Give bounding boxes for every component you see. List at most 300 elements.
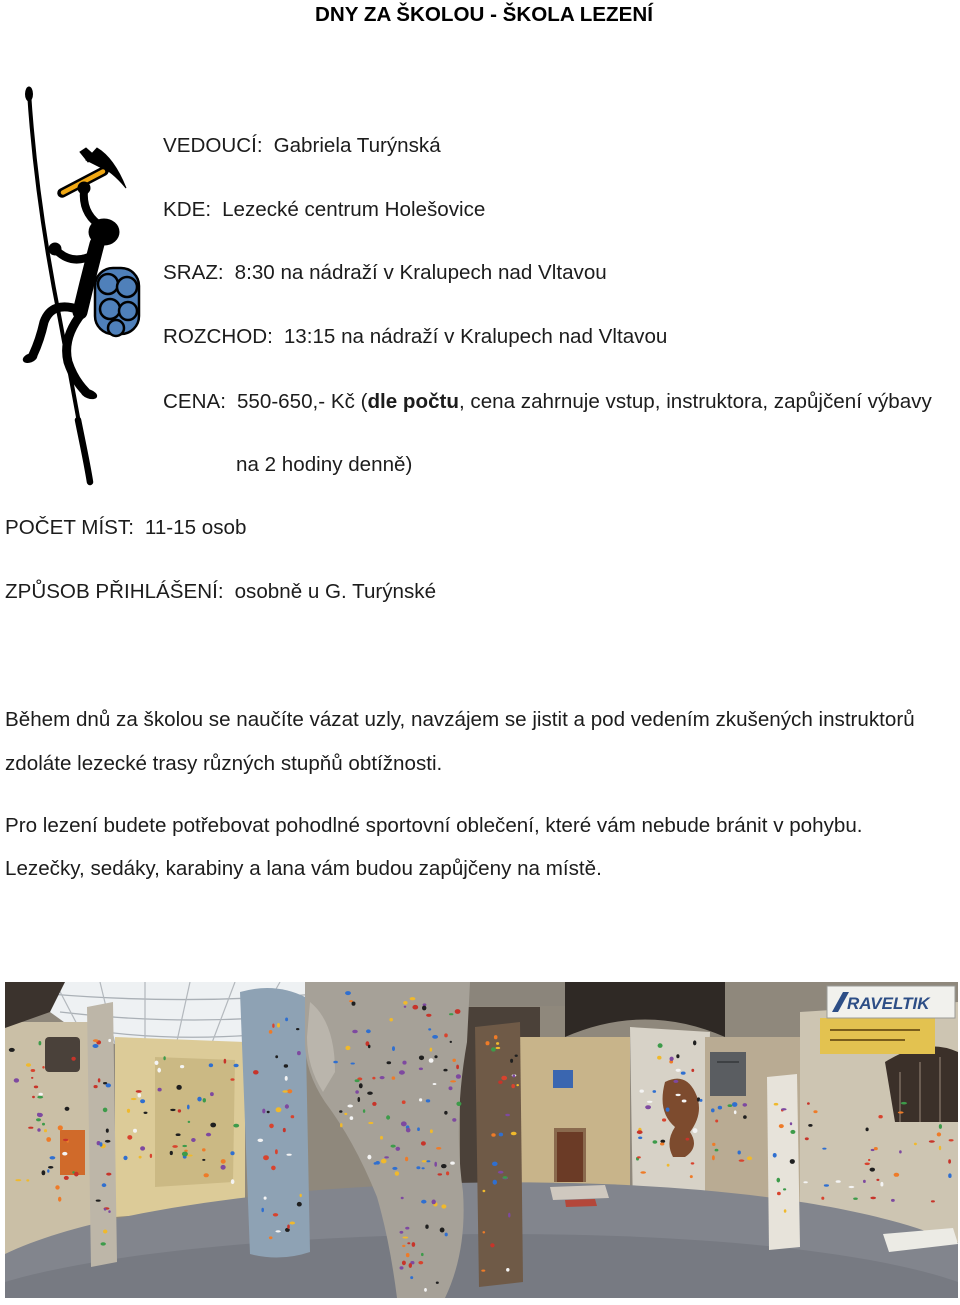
climbing-hold bbox=[490, 1243, 494, 1247]
climbing-hold bbox=[150, 1154, 152, 1158]
climbing-hold bbox=[287, 1089, 292, 1093]
climbing-hold bbox=[402, 1061, 406, 1065]
climbing-hold bbox=[105, 1140, 111, 1143]
climbing-hold bbox=[878, 1115, 882, 1118]
climbing-hold bbox=[58, 1197, 61, 1202]
climbing-hold bbox=[445, 1233, 448, 1237]
climbing-hold bbox=[48, 1166, 53, 1169]
climbing-hold bbox=[711, 1108, 715, 1112]
paragraph-line: Během dnů za školou se naučíte vázat uzly, navzájem se jistit a pod vedením zkušených instruktorů bbox=[5, 708, 915, 731]
climbing-hold bbox=[496, 1047, 501, 1049]
climbing-hold bbox=[368, 1122, 373, 1124]
climbing-hold bbox=[100, 1142, 103, 1146]
climbing-hold bbox=[358, 1097, 361, 1102]
climbing-hold bbox=[666, 1108, 670, 1112]
climbing-hold bbox=[434, 1055, 437, 1058]
climbing-hold bbox=[191, 1138, 196, 1142]
climbing-hold bbox=[783, 1188, 786, 1190]
climbing-hold bbox=[891, 1199, 895, 1202]
climbing-hold bbox=[777, 1178, 781, 1183]
climbing-hold bbox=[136, 1090, 142, 1093]
climbing-hold bbox=[203, 1098, 206, 1102]
climbing-hold bbox=[210, 1123, 216, 1128]
climbing-hold bbox=[493, 1180, 497, 1185]
climbing-hold bbox=[821, 1197, 824, 1200]
climbing-hold bbox=[728, 1104, 733, 1107]
climbing-hold bbox=[450, 1162, 455, 1165]
climbing-hold bbox=[140, 1146, 145, 1150]
climbing-hold bbox=[352, 1030, 358, 1034]
climbing-hold bbox=[123, 1156, 127, 1160]
climbing-hold bbox=[428, 1028, 431, 1030]
climbing-hold bbox=[389, 1018, 393, 1021]
price-includes: , cena zahrnuje vstup, instruktora, zapůjčení výbavy bbox=[458, 390, 932, 413]
climbing-hold bbox=[443, 1069, 447, 1072]
climbing-hold bbox=[380, 1076, 385, 1079]
climbing-hold bbox=[693, 1040, 696, 1045]
climbing-hold bbox=[505, 1114, 510, 1116]
climbing-hold bbox=[939, 1124, 942, 1129]
climbing-hold bbox=[853, 1198, 858, 1200]
climbing-hold bbox=[284, 1064, 288, 1067]
climbing-hold bbox=[849, 1186, 855, 1188]
climbing-hold bbox=[221, 1159, 226, 1164]
climbing-hold bbox=[372, 1102, 376, 1106]
climbing-hold bbox=[282, 1090, 287, 1093]
climbing-hold bbox=[277, 1023, 280, 1028]
registration-label: ZPŮSOB PŘIHLÁŠENÍ: bbox=[5, 580, 224, 603]
climbing-hold bbox=[44, 1129, 47, 1132]
climber-with-ice-axe-icon bbox=[0, 0, 160, 500]
climbing-hold bbox=[253, 1070, 259, 1074]
climbing-hold bbox=[865, 1163, 870, 1166]
climbing-hold bbox=[653, 1140, 658, 1144]
climbing-hold bbox=[401, 1121, 407, 1126]
capacity-value: 11-15 osob bbox=[144, 516, 247, 539]
climbing-hold bbox=[640, 1171, 646, 1173]
leader-value: Gabriela Turýnská bbox=[273, 134, 441, 157]
climbing-hold bbox=[901, 1102, 907, 1105]
climbing-hold bbox=[339, 1110, 342, 1113]
price-duration: na 2 hodiny denně) bbox=[236, 453, 413, 476]
climbing-hold bbox=[660, 1143, 664, 1146]
climbing-hold bbox=[506, 1268, 509, 1272]
climbing-hold bbox=[287, 1225, 290, 1229]
climbing-hold bbox=[434, 1162, 437, 1167]
climbing-hold bbox=[400, 1231, 404, 1234]
climbing-hold bbox=[297, 1202, 302, 1207]
climbing-hold bbox=[37, 1096, 43, 1099]
climbing-hold bbox=[870, 1197, 876, 1200]
meeting-row bbox=[163, 261, 607, 285]
place-row bbox=[163, 198, 485, 222]
climbing-hold bbox=[456, 1102, 461, 1106]
climbing-hold bbox=[188, 1121, 191, 1123]
departure-value: 13:15 na nádraží v Kralupech nad Vltavou bbox=[283, 325, 668, 348]
climbing-hold bbox=[501, 1076, 507, 1081]
climbing-hold bbox=[224, 1059, 227, 1064]
climbing-hold bbox=[14, 1078, 19, 1082]
climbing-hold bbox=[452, 1118, 456, 1122]
climbing-hold bbox=[106, 1083, 111, 1087]
climbing-hold bbox=[508, 1213, 510, 1218]
climbing-hold bbox=[367, 1155, 371, 1160]
climbing-hold bbox=[39, 1093, 43, 1096]
climbing-hold bbox=[202, 1148, 206, 1151]
climbing-hold bbox=[26, 1063, 31, 1067]
climbing-hold bbox=[421, 1200, 426, 1204]
climbing-hold bbox=[874, 1147, 878, 1150]
paragraph-line: Lezečky, sedáky, karabiny a lana vám budou zapůjčeny na místě. bbox=[5, 857, 602, 880]
climbing-hold bbox=[26, 1179, 29, 1181]
climbing-hold bbox=[359, 1083, 363, 1088]
climbing-hold bbox=[366, 1029, 371, 1033]
climbing-hold bbox=[344, 1113, 347, 1115]
climbing-hold bbox=[691, 1162, 695, 1164]
climbing-hold bbox=[417, 1127, 420, 1131]
climbing-hold bbox=[32, 1096, 35, 1098]
climbing-hold bbox=[352, 1002, 356, 1006]
climbing-hold bbox=[407, 1242, 410, 1244]
climbing-hold bbox=[807, 1102, 810, 1105]
climbing-hold bbox=[262, 1109, 265, 1114]
climbing-hold bbox=[275, 1055, 278, 1058]
climbing-hold bbox=[691, 1069, 694, 1072]
registration-value: osobně u G. Turýnské bbox=[234, 580, 437, 603]
climbing-hold bbox=[127, 1109, 130, 1113]
price-value bbox=[237, 390, 932, 413]
leader-label: VEDOUCÍ: bbox=[163, 134, 263, 157]
climbing-hold bbox=[822, 1148, 826, 1150]
climbing-hold bbox=[31, 1077, 33, 1079]
climbing-hold bbox=[144, 1112, 148, 1114]
price-amount: 550-650,- Kč ( bbox=[236, 390, 368, 413]
ice-axe-icon bbox=[62, 148, 126, 193]
climbing-hold bbox=[127, 1135, 132, 1140]
climbing-hold bbox=[444, 1111, 447, 1115]
climbing-hold bbox=[230, 1078, 234, 1081]
climbing-hold bbox=[405, 1157, 408, 1162]
climbing-hold bbox=[637, 1130, 643, 1134]
climbing-hold bbox=[803, 1181, 807, 1183]
climbing-hold bbox=[424, 1288, 427, 1292]
climbing-hold bbox=[441, 1204, 446, 1208]
climbing-hold bbox=[399, 1070, 405, 1074]
climbing-hold bbox=[870, 1168, 875, 1172]
climbing-hold bbox=[395, 1171, 399, 1176]
climbing-hold bbox=[450, 1080, 456, 1082]
climbing-hold bbox=[363, 1109, 365, 1113]
climbing-hold bbox=[412, 1005, 418, 1010]
climbing-hold bbox=[640, 1090, 644, 1093]
climbing-hold bbox=[133, 1129, 137, 1133]
climbing-hold bbox=[446, 1171, 449, 1175]
climbing-hold bbox=[372, 1077, 375, 1080]
climbing-hold bbox=[403, 1001, 407, 1005]
climbing-hold bbox=[512, 1075, 515, 1078]
climbing-hold bbox=[386, 1115, 390, 1119]
climbing-hold bbox=[402, 1245, 405, 1247]
climbing-hold bbox=[914, 1143, 917, 1146]
climbing-hold bbox=[34, 1086, 38, 1089]
leader-row bbox=[163, 134, 441, 158]
climbing-hold bbox=[9, 1048, 15, 1052]
price-label: CENA: bbox=[163, 390, 226, 413]
climbing-hold bbox=[808, 1124, 812, 1127]
climbing-hold bbox=[436, 1282, 439, 1284]
climbing-hold bbox=[333, 1061, 338, 1064]
climbing-hold bbox=[406, 1253, 410, 1257]
climbing-hold bbox=[50, 1156, 56, 1159]
climbing-hold bbox=[676, 1054, 679, 1058]
climbing-hold bbox=[894, 1173, 900, 1177]
climbing-hold bbox=[738, 1151, 741, 1155]
price-row bbox=[163, 390, 932, 414]
climbing-hold bbox=[290, 1222, 295, 1225]
capacity-row bbox=[5, 516, 246, 540]
climbing-hold bbox=[31, 1069, 36, 1072]
climbing-hold bbox=[647, 1101, 653, 1103]
climbing-hold bbox=[94, 1085, 98, 1088]
climbing-hold bbox=[813, 1110, 817, 1113]
climbing-hold bbox=[444, 1033, 448, 1037]
climbing-hold bbox=[62, 1152, 67, 1156]
climbing-hold bbox=[503, 1176, 508, 1179]
climbing-hold bbox=[747, 1156, 752, 1160]
climbing-hold bbox=[483, 1190, 486, 1192]
climbing-hold bbox=[285, 1018, 288, 1022]
climbing-hold bbox=[273, 1213, 278, 1216]
climbing-hold bbox=[404, 1006, 407, 1008]
climbing-hold bbox=[71, 1057, 75, 1061]
climbing-hold bbox=[296, 1028, 299, 1030]
climbing-hold bbox=[739, 1159, 745, 1161]
climbing-hold bbox=[276, 1107, 282, 1112]
climbing-hold bbox=[376, 1161, 380, 1165]
climbing-hold bbox=[686, 1138, 690, 1141]
climbing-hold bbox=[880, 1182, 883, 1187]
climbing-hold bbox=[645, 1105, 651, 1109]
climbing-hold bbox=[285, 1076, 288, 1081]
climbing-hold bbox=[233, 1124, 239, 1128]
climbing-hold bbox=[197, 1097, 201, 1102]
climbing-hold bbox=[63, 1139, 68, 1141]
climbing-hold bbox=[774, 1103, 779, 1106]
climbing-hold bbox=[790, 1159, 795, 1164]
climbing-hold bbox=[391, 1145, 396, 1148]
climbing-hold bbox=[349, 1000, 353, 1002]
climbing-hold bbox=[139, 1156, 142, 1159]
climbing-hold bbox=[387, 1061, 392, 1064]
climbing-hold bbox=[297, 1051, 301, 1055]
climbing-hold bbox=[732, 1102, 737, 1107]
paragraph-line: zdoláte lezecké trasy různých stupňů obtížnosti. bbox=[5, 752, 443, 775]
climbing-hold bbox=[931, 1200, 935, 1202]
climbing-hold bbox=[449, 1086, 453, 1090]
climbing-hold bbox=[416, 1166, 420, 1169]
climbing-hold bbox=[402, 1100, 406, 1104]
climbing-hold bbox=[433, 1083, 437, 1085]
climbing-hold bbox=[712, 1155, 715, 1160]
climbing-hold bbox=[419, 1068, 423, 1071]
climbing-hold bbox=[272, 1024, 274, 1028]
document-title: DNY ZA ŠKOLOU - ŠKOLA LEZENÍ bbox=[315, 3, 653, 26]
capacity-label: POČET MÍST: bbox=[5, 516, 134, 539]
backpack-icon bbox=[95, 268, 139, 336]
climbing-hold bbox=[419, 1098, 422, 1101]
climbing-hold bbox=[104, 1208, 107, 1211]
climbing-hold bbox=[172, 1145, 178, 1148]
climbing-hold bbox=[180, 1065, 184, 1068]
place-label: KDE: bbox=[163, 198, 212, 221]
climbing-hold bbox=[667, 1164, 670, 1167]
climbing-hold bbox=[676, 1094, 681, 1096]
registration-row bbox=[5, 580, 436, 604]
climbing-hold bbox=[37, 1128, 40, 1132]
climbing-hold bbox=[187, 1105, 190, 1110]
climbing-hold bbox=[157, 1068, 161, 1073]
climbing-hold bbox=[271, 1166, 276, 1171]
climbing-hold bbox=[700, 1099, 703, 1102]
climbing-hold bbox=[350, 1116, 354, 1120]
climbing-hold bbox=[511, 1132, 517, 1136]
climbing-hold bbox=[176, 1085, 181, 1090]
climbing-hold bbox=[170, 1109, 175, 1111]
climbing-hold bbox=[230, 1151, 234, 1155]
climbing-hold bbox=[948, 1159, 951, 1163]
climbing-hold bbox=[743, 1103, 748, 1107]
climbing-hold bbox=[777, 1192, 781, 1196]
climbing-hold bbox=[430, 1129, 433, 1133]
climbing-hold bbox=[368, 1045, 371, 1049]
climbing-hold bbox=[438, 1173, 443, 1175]
climbing-hold bbox=[401, 1197, 404, 1199]
climbing-hold bbox=[103, 1230, 107, 1234]
climbing-hold bbox=[103, 1108, 108, 1113]
climbing-hold bbox=[637, 1156, 641, 1158]
climbing-hold bbox=[300, 1194, 302, 1197]
climbing-hold bbox=[138, 1093, 142, 1097]
climbing-hold bbox=[422, 1167, 425, 1169]
climbing-hold bbox=[65, 1107, 70, 1111]
climbing-hold bbox=[221, 1165, 226, 1170]
climbing-hold bbox=[275, 1149, 278, 1154]
climbing-hold bbox=[498, 1081, 502, 1084]
departure-label: ROZCHOD: bbox=[163, 325, 273, 348]
climbing-hold bbox=[155, 1061, 159, 1065]
climbing-hold bbox=[283, 1128, 286, 1132]
climbing-hold bbox=[715, 1120, 718, 1123]
climbing-hold bbox=[264, 1197, 267, 1200]
meeting-value: 8:30 na nádraží v Kralupech nad Vltavou bbox=[234, 261, 607, 284]
climbing-hold bbox=[948, 1173, 951, 1178]
climbing-hold bbox=[430, 1048, 433, 1052]
climbing-hold bbox=[36, 1118, 41, 1121]
climbing-hold bbox=[392, 1046, 395, 1051]
climbing-hold bbox=[42, 1170, 46, 1175]
climbing-hold bbox=[58, 1125, 63, 1130]
climbing-hold bbox=[39, 1041, 42, 1045]
climbing-hold bbox=[929, 1140, 935, 1143]
climbing-hold bbox=[74, 1172, 79, 1177]
climbing-hold bbox=[805, 1137, 809, 1140]
climbing-hold bbox=[868, 1159, 870, 1161]
climbing-hold bbox=[96, 1200, 101, 1202]
climbing-hold bbox=[345, 991, 351, 995]
meeting-label: SRAZ: bbox=[163, 261, 224, 284]
climbing-hold bbox=[234, 1064, 239, 1067]
climbing-hold bbox=[450, 1041, 452, 1043]
climbing-hold bbox=[456, 1065, 459, 1070]
climbing-hold bbox=[275, 1230, 280, 1232]
climbing-hold bbox=[202, 1159, 205, 1161]
climbing-hold bbox=[449, 1013, 453, 1015]
climbing-hold bbox=[286, 1154, 291, 1156]
climbing-hold bbox=[98, 1078, 101, 1082]
climbing-hold bbox=[345, 1046, 350, 1050]
climbing-hold bbox=[140, 1099, 145, 1103]
climbing-hold bbox=[380, 1136, 383, 1140]
climbing-hold bbox=[491, 1133, 495, 1137]
climbing-hold bbox=[419, 1056, 424, 1061]
climbing-hold bbox=[410, 1276, 413, 1279]
climbing-hold bbox=[871, 1149, 875, 1151]
climbing-hold bbox=[638, 1137, 642, 1140]
climbing-hold bbox=[863, 1180, 866, 1183]
climbing-hold bbox=[455, 1009, 461, 1014]
climbing-hold bbox=[187, 1155, 193, 1157]
climbing-hold bbox=[653, 1090, 657, 1093]
climbing-hold bbox=[486, 1041, 490, 1045]
climbing-hold bbox=[206, 1133, 211, 1137]
climbing-hold bbox=[367, 1092, 373, 1095]
climbing-hold bbox=[422, 1160, 427, 1162]
climbing-hold bbox=[421, 1141, 426, 1145]
climbing-hold bbox=[432, 1200, 436, 1205]
climbing-hold bbox=[351, 1063, 355, 1065]
climbing-hold bbox=[402, 1261, 406, 1266]
climbing-hold bbox=[658, 1043, 663, 1048]
climbing-hold bbox=[42, 1123, 45, 1126]
climbing-hold bbox=[429, 1058, 434, 1063]
climbing-hold bbox=[682, 1100, 687, 1103]
climbing-hold bbox=[28, 1127, 33, 1129]
climbing-hold bbox=[712, 1143, 715, 1146]
climbing-hold bbox=[422, 1006, 426, 1011]
climbing-hold bbox=[784, 1209, 787, 1213]
climbing-hold bbox=[899, 1150, 902, 1153]
climbing-hold bbox=[866, 1128, 869, 1132]
climbing-hold bbox=[158, 1088, 162, 1092]
climbing-hold bbox=[436, 1147, 441, 1150]
climbing-hold bbox=[498, 1171, 504, 1174]
climbing-hold bbox=[163, 1056, 165, 1060]
climbing-hold bbox=[285, 1104, 289, 1108]
climbing-hold bbox=[291, 1115, 295, 1118]
climbing-hold bbox=[432, 1035, 438, 1039]
climbing-hold bbox=[492, 1162, 498, 1166]
climbing-hold bbox=[392, 1167, 397, 1170]
climbing-hold bbox=[483, 1231, 486, 1233]
climbing-hold bbox=[267, 1111, 270, 1113]
climbing-gym-photo bbox=[5, 982, 958, 1298]
climbing-hold bbox=[406, 1128, 411, 1133]
climbing-hold bbox=[170, 1151, 173, 1155]
climbing-hold bbox=[499, 1133, 503, 1137]
climbing-hold bbox=[269, 1236, 273, 1239]
climbing-hold bbox=[263, 1155, 269, 1160]
climbing-hold bbox=[409, 1263, 412, 1268]
